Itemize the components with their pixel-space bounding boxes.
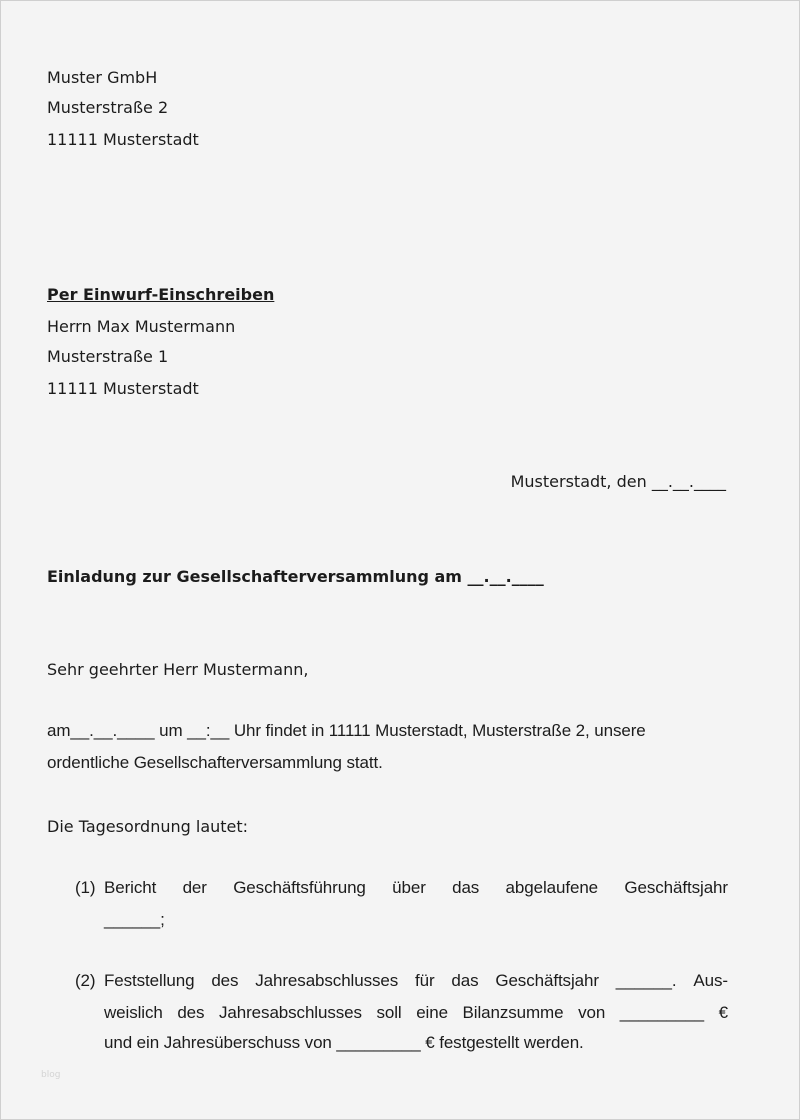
intro-line-1: am__.__.____ um __:__ Uhr findet in 11111 Musterstadt, Musterstraße 2, unsere (47, 721, 646, 740)
agenda-item-2-number: (2) (75, 971, 96, 990)
word: soll (376, 1003, 402, 1022)
word: abgelaufene (505, 878, 599, 897)
word: das (451, 971, 479, 990)
agenda-item-2-line-2 (104, 1003, 728, 1023)
word: eine (416, 1003, 448, 1022)
agenda-item-2-line-3: und ein Jahresüberschuss von _________ € festgestellt werden. (104, 1033, 584, 1052)
word: Jahresabschlusses (219, 1003, 362, 1022)
agenda-item-1-line-2: ______; (104, 910, 165, 929)
recipient-city: 11111 Musterstadt (47, 379, 199, 398)
salutation: Sehr geehrter Herr Mustermann, (47, 660, 309, 679)
sender-street: Musterstraße 2 (47, 98, 169, 117)
word: Bilanzsumme (462, 1003, 564, 1022)
word: Geschäftsjahr (495, 971, 599, 990)
word: € (718, 1003, 728, 1022)
word: ______. (615, 971, 677, 990)
word: Feststellung (104, 971, 195, 990)
agenda-item-1-number: (1) (75, 878, 96, 897)
word: Geschäftsjahr (624, 878, 728, 897)
word: von (578, 1003, 606, 1022)
word: _________ (619, 1003, 704, 1022)
agenda-item-1-line-1 (104, 878, 728, 898)
recipient-street: Musterstraße 1 (47, 347, 169, 366)
watermark: blog (41, 1070, 61, 1080)
intro-line-2: ordentliche Gesellschafterversammlung statt. (47, 753, 383, 772)
word: Jahresabschlusses (255, 971, 399, 990)
word: des (211, 971, 239, 990)
word: über (392, 878, 426, 897)
word: Geschäftsführung (233, 878, 366, 897)
recipient-name: Herrn Max Mustermann (47, 317, 236, 336)
word: der (182, 878, 207, 897)
word: Bericht (104, 878, 157, 897)
word: des (177, 1003, 205, 1022)
subject-line: Einladung zur Gesellschafterversammlung am __.__.____ (47, 567, 544, 586)
word: für (414, 971, 435, 990)
word: Aus- (693, 971, 728, 990)
agenda-item-2-line-1 (104, 971, 728, 991)
word: weislich (104, 1003, 163, 1022)
delivery-method: Per Einwurf-Einschreiben (47, 285, 275, 304)
sender-name: Muster GmbH (47, 68, 158, 87)
agenda-intro: Die Tagesordnung lautet: (47, 817, 249, 836)
place-date: Musterstadt, den __.__.____ (510, 472, 726, 491)
word: das (452, 878, 480, 897)
sender-city: 11111 Musterstadt (47, 130, 199, 149)
